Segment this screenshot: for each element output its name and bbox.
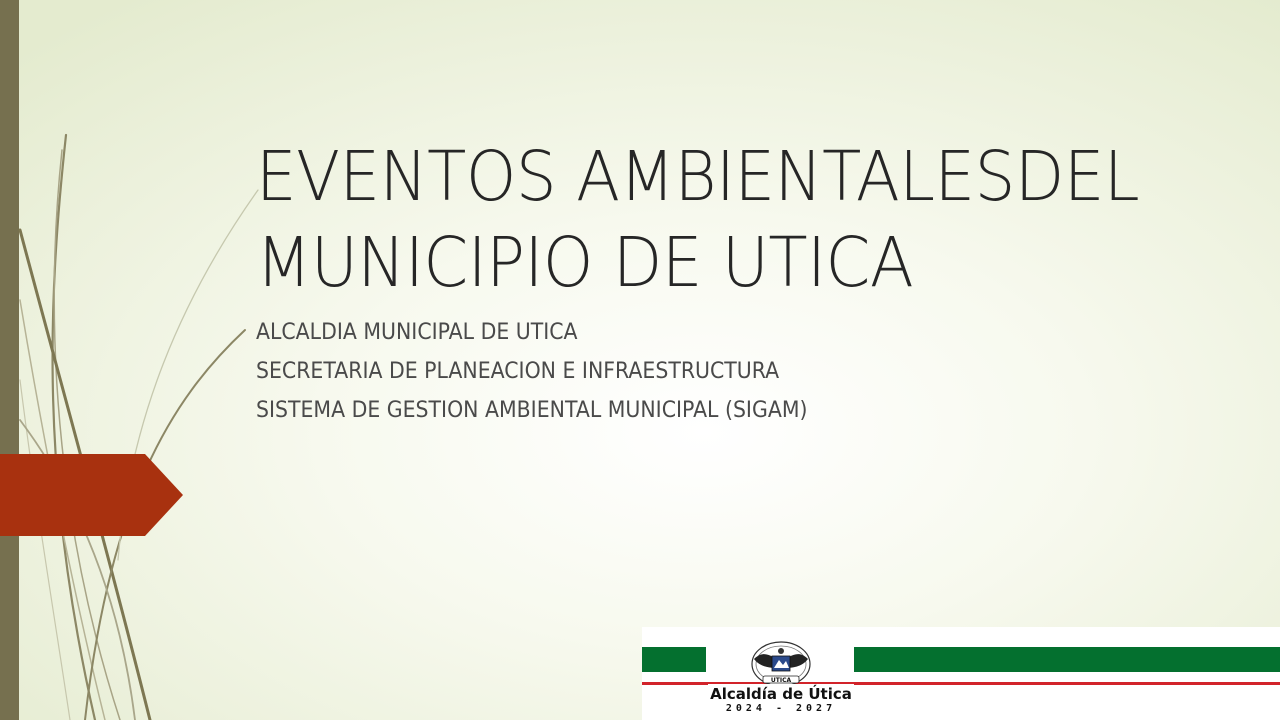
emblem-label: UTICA <box>770 677 792 684</box>
title-line-2: MUNICIPIO DE UTICA <box>256 223 914 303</box>
grass-decoration <box>0 0 300 720</box>
subtitle-line-1: ALCALDIA MUNICIPAL DE UTICA <box>256 320 578 345</box>
alcaldia-banner <box>642 627 1280 720</box>
chevron-arrow-shape <box>0 454 183 536</box>
banner-green-stripe-right <box>854 647 1280 672</box>
municipal-emblem-icon <box>750 639 812 689</box>
alcaldia-name: Alcaldía de Útica <box>708 684 854 704</box>
title-line-1: EVENTOS AMBIENTALESDEL <box>256 137 1140 217</box>
banner-green-stripe-left <box>642 647 706 672</box>
subtitle-line-2: SECRETARIA DE PLANEACION E INFRAESTRUCTURA <box>256 359 780 384</box>
alcaldia-years: 2024 - 2027 <box>725 703 837 714</box>
subtitle-line-3: SISTEMA DE GESTION AMBIENTAL MUNICIPAL (SIGAM) <box>256 398 808 423</box>
slide-subtitle <box>256 313 1093 430</box>
slide-title <box>256 134 1186 306</box>
